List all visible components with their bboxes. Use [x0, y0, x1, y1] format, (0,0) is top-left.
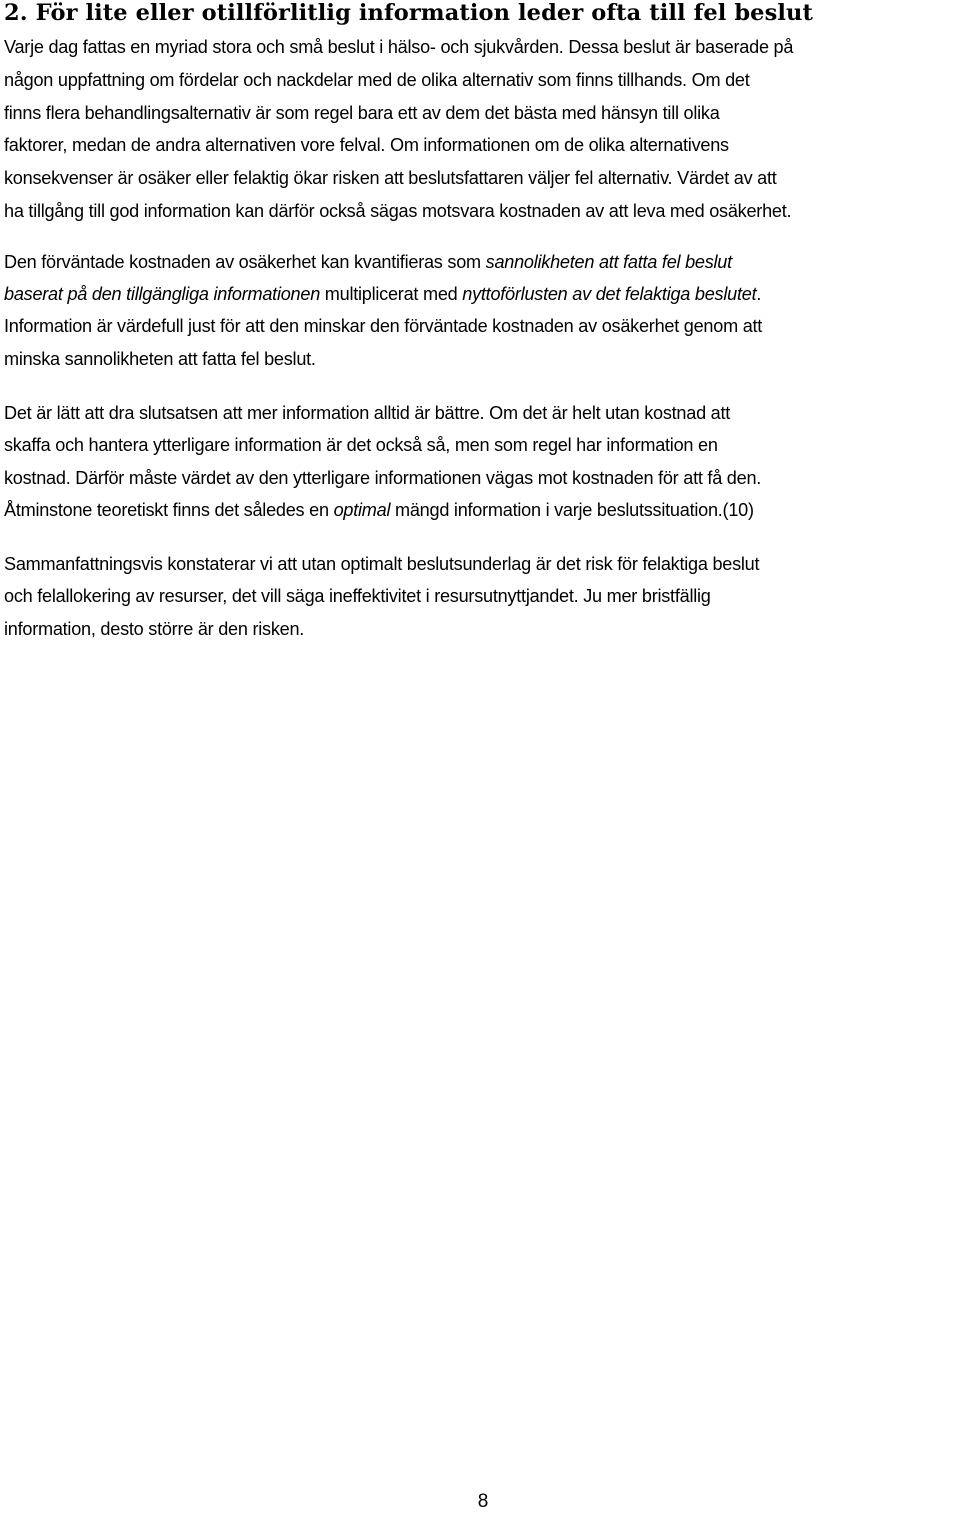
text-run: ha tillgång till god information kan därför också sägas motsvara kostnaden av att leva med osäkerhet. — [4, 200, 792, 221]
text-run: skaffa och hantera ytterligare information är det också så, men som regel har information en — [4, 435, 718, 456]
text-run: Åtminstone teoretiskt finns det således en — [4, 499, 334, 520]
italic-text-run: optimal — [333, 499, 391, 520]
body-text — [4, 31, 960, 645]
text-line — [4, 246, 956, 278]
section-heading: 2. För lite eller otillförlitlig information leder ofta till fel beslut — [4, 0, 813, 26]
text-line — [4, 162, 956, 195]
text-line — [4, 429, 956, 461]
paragraph — [4, 548, 960, 645]
text-run: Information är värdefull just för att den minskar den förväntade kostnaden av osäkerhet genom att — [4, 316, 763, 337]
italic-text-run: baserat på den tillgängliga informationen — [4, 284, 321, 305]
text-line — [4, 64, 956, 97]
page-number: 8 — [477, 1491, 489, 1512]
text-line — [4, 548, 956, 580]
text-run: information, desto större är den risken. — [4, 618, 305, 639]
text-line — [4, 97, 956, 130]
paragraph — [4, 397, 960, 526]
paragraph — [4, 246, 960, 375]
text-run: kostnad. Därför måste värdet av den ytterligare informationen vägas mot kostnaden för att få den. — [4, 467, 762, 488]
text-line — [4, 343, 956, 375]
text-run: faktorer, medan de andra alternativen vore felval. Om informationen om de olika alternativens — [4, 135, 729, 156]
text-run: Det är lätt att dra slutsatsen att mer information alltid är bättre. Om det är helt utan kostnad att — [4, 402, 731, 423]
text-run: multiplicerat med — [320, 284, 463, 305]
text-line — [4, 278, 956, 310]
text-line — [4, 310, 956, 342]
text-line — [4, 31, 956, 64]
text-run: någon uppfattning om fördelar och nackdelar med de olika alternativ som finns tillhands. Om det — [4, 69, 750, 90]
text-line — [4, 613, 956, 645]
text-line — [4, 397, 956, 429]
italic-text-run: nyttoförlusten av det felaktiga beslutet — [462, 284, 757, 305]
text-run: . — [756, 284, 762, 305]
text-run: Sammanfattningsvis konstaterar vi att utan optimalt beslutsunderlag är det risk för felaktiga beslut — [4, 554, 760, 575]
italic-text-run: sannolikheten att fatta fel beslut — [485, 251, 732, 272]
paragraph — [4, 31, 960, 228]
text-line — [4, 494, 956, 526]
text-line — [4, 195, 956, 228]
text-line — [4, 129, 956, 162]
text-line — [4, 462, 956, 494]
text-run: mängd information i varje beslutssituation.(10) — [390, 499, 754, 520]
text-run: minska sannolikheten att fatta fel beslut. — [4, 348, 316, 369]
text-run: konsekvenser är osäker eller felaktig ökar risken att beslutsfattaren väljer fel alternativ. Värdet av att — [4, 168, 777, 189]
text-line — [4, 580, 956, 612]
text-run: Varje dag fattas en myriad stora och små beslut i hälso- och sjukvården. Dessa beslut är baserade på — [4, 37, 794, 57]
text-run: finns flera behandlingsalternativ är som regel bara ett av dem det bästa med hänsyn till olika — [4, 102, 720, 123]
text-run: och felallokering av resurser, det vill säga ineffektivitet i resursutnyttjandet. Ju mer bristfällig — [4, 586, 711, 607]
text-run: Den förväntade kostnaden av osäkerhet kan kvantifieras som — [4, 251, 486, 272]
